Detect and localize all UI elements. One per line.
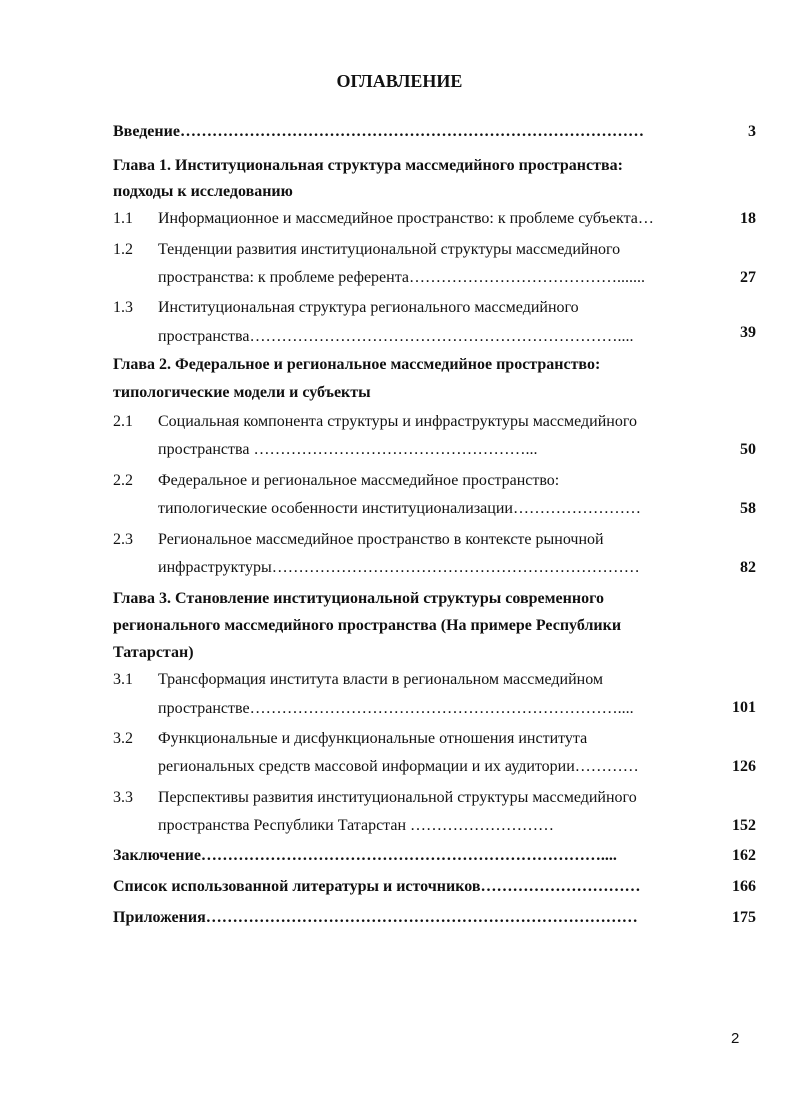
section-number: 2.1 bbox=[113, 413, 133, 430]
section-page: 152 bbox=[732, 817, 756, 834]
section-number: 2.2 bbox=[113, 472, 133, 489]
section-page: 50 bbox=[740, 441, 756, 458]
section-text: Функциональные и дисфункциональные отношения института bbox=[158, 730, 588, 747]
section-text: Региональное массмедийное пространство в контексте рыночной bbox=[158, 531, 604, 548]
section-text: Социальная компонента структуры и инфраструктуры массмедийного bbox=[158, 413, 638, 430]
section-number: 3.1 bbox=[113, 671, 133, 688]
section-number: 2.3 bbox=[113, 531, 133, 548]
section-text: Институциональная структура регионального массмедийного bbox=[158, 299, 579, 316]
section-text: региональных средств массовой информации и их аудитории………… bbox=[158, 758, 639, 775]
toc-entry-text: Введение…………………………………………………………………………… bbox=[113, 123, 644, 140]
chapter-heading: Татарстан) bbox=[113, 644, 194, 661]
chapter-heading: типологические модели и субъекты bbox=[113, 384, 371, 401]
section-number: 1.1 bbox=[113, 210, 133, 227]
chapter-heading: Глава 1. Институциональная структура массмедийного пространства: bbox=[113, 157, 623, 174]
toc-entry-text: Список использованной литературы и источников………………………… bbox=[113, 878, 641, 895]
section-page: 126 bbox=[732, 758, 756, 775]
chapter-heading: регионального массмедийного пространства (На примере Республики bbox=[113, 617, 622, 634]
toc-entry-page: 162 bbox=[732, 847, 756, 864]
section-text: пространстве…………………………………………………………….... bbox=[158, 700, 634, 717]
section-text: типологические особенности институционализации…………………… bbox=[158, 500, 641, 517]
section-page: 101 bbox=[732, 699, 756, 716]
section-page: 82 bbox=[740, 559, 756, 576]
section-text: Трансформация института власти в региональном массмедийном bbox=[158, 671, 604, 688]
section-page: 18 bbox=[740, 210, 756, 227]
section-text: инфраструктуры…………………………………………………………… bbox=[158, 559, 640, 576]
toc-entry-page: 3 bbox=[748, 123, 756, 140]
section-page: 39 bbox=[740, 324, 756, 341]
section-text: Тенденции развития институциональной структуры массмедийного bbox=[158, 241, 621, 258]
chapter-heading: Глава 3. Становление институциональной структуры современного bbox=[113, 590, 604, 607]
section-page: 58 bbox=[740, 500, 756, 517]
chapter-heading: Глава 2. Федеральное и региональное массмедийное пространство: bbox=[113, 356, 601, 373]
section-text: пространства Республики Татарстан ……………………… bbox=[158, 817, 555, 834]
section-text: пространства…………………………………………………………….... bbox=[158, 328, 634, 345]
section-number: 3.3 bbox=[113, 789, 133, 806]
toc-entry-text: Приложения……………………………………………………………………… bbox=[113, 909, 638, 926]
chapter-heading: подходы к исследованию bbox=[113, 183, 293, 200]
section-number: 1.2 bbox=[113, 241, 133, 258]
section-page: 27 bbox=[740, 269, 756, 286]
section-text: Перспективы развития институциональной структуры массмедийного bbox=[158, 789, 637, 806]
toc-title: ОГЛАВЛЕНИЕ bbox=[336, 71, 463, 91]
section-text: Федеральное и региональное массмедийное пространство: bbox=[158, 472, 560, 489]
section-text: пространства ……………………………………………... bbox=[158, 441, 538, 458]
section-text: Информационное и массмедийное пространство: к проблеме субъекта… bbox=[158, 210, 654, 227]
page-number: 2 bbox=[731, 1030, 740, 1047]
section-text: пространства: к проблеме референта…………………………………....... bbox=[158, 269, 646, 286]
toc-entry-text: Заключение………………………………………………………………….... bbox=[113, 847, 617, 864]
section-number: 1.3 bbox=[113, 299, 133, 316]
toc-entry-page: 175 bbox=[732, 909, 756, 926]
toc-entry-page: 166 bbox=[732, 878, 756, 895]
section-number: 3.2 bbox=[113, 730, 133, 747]
